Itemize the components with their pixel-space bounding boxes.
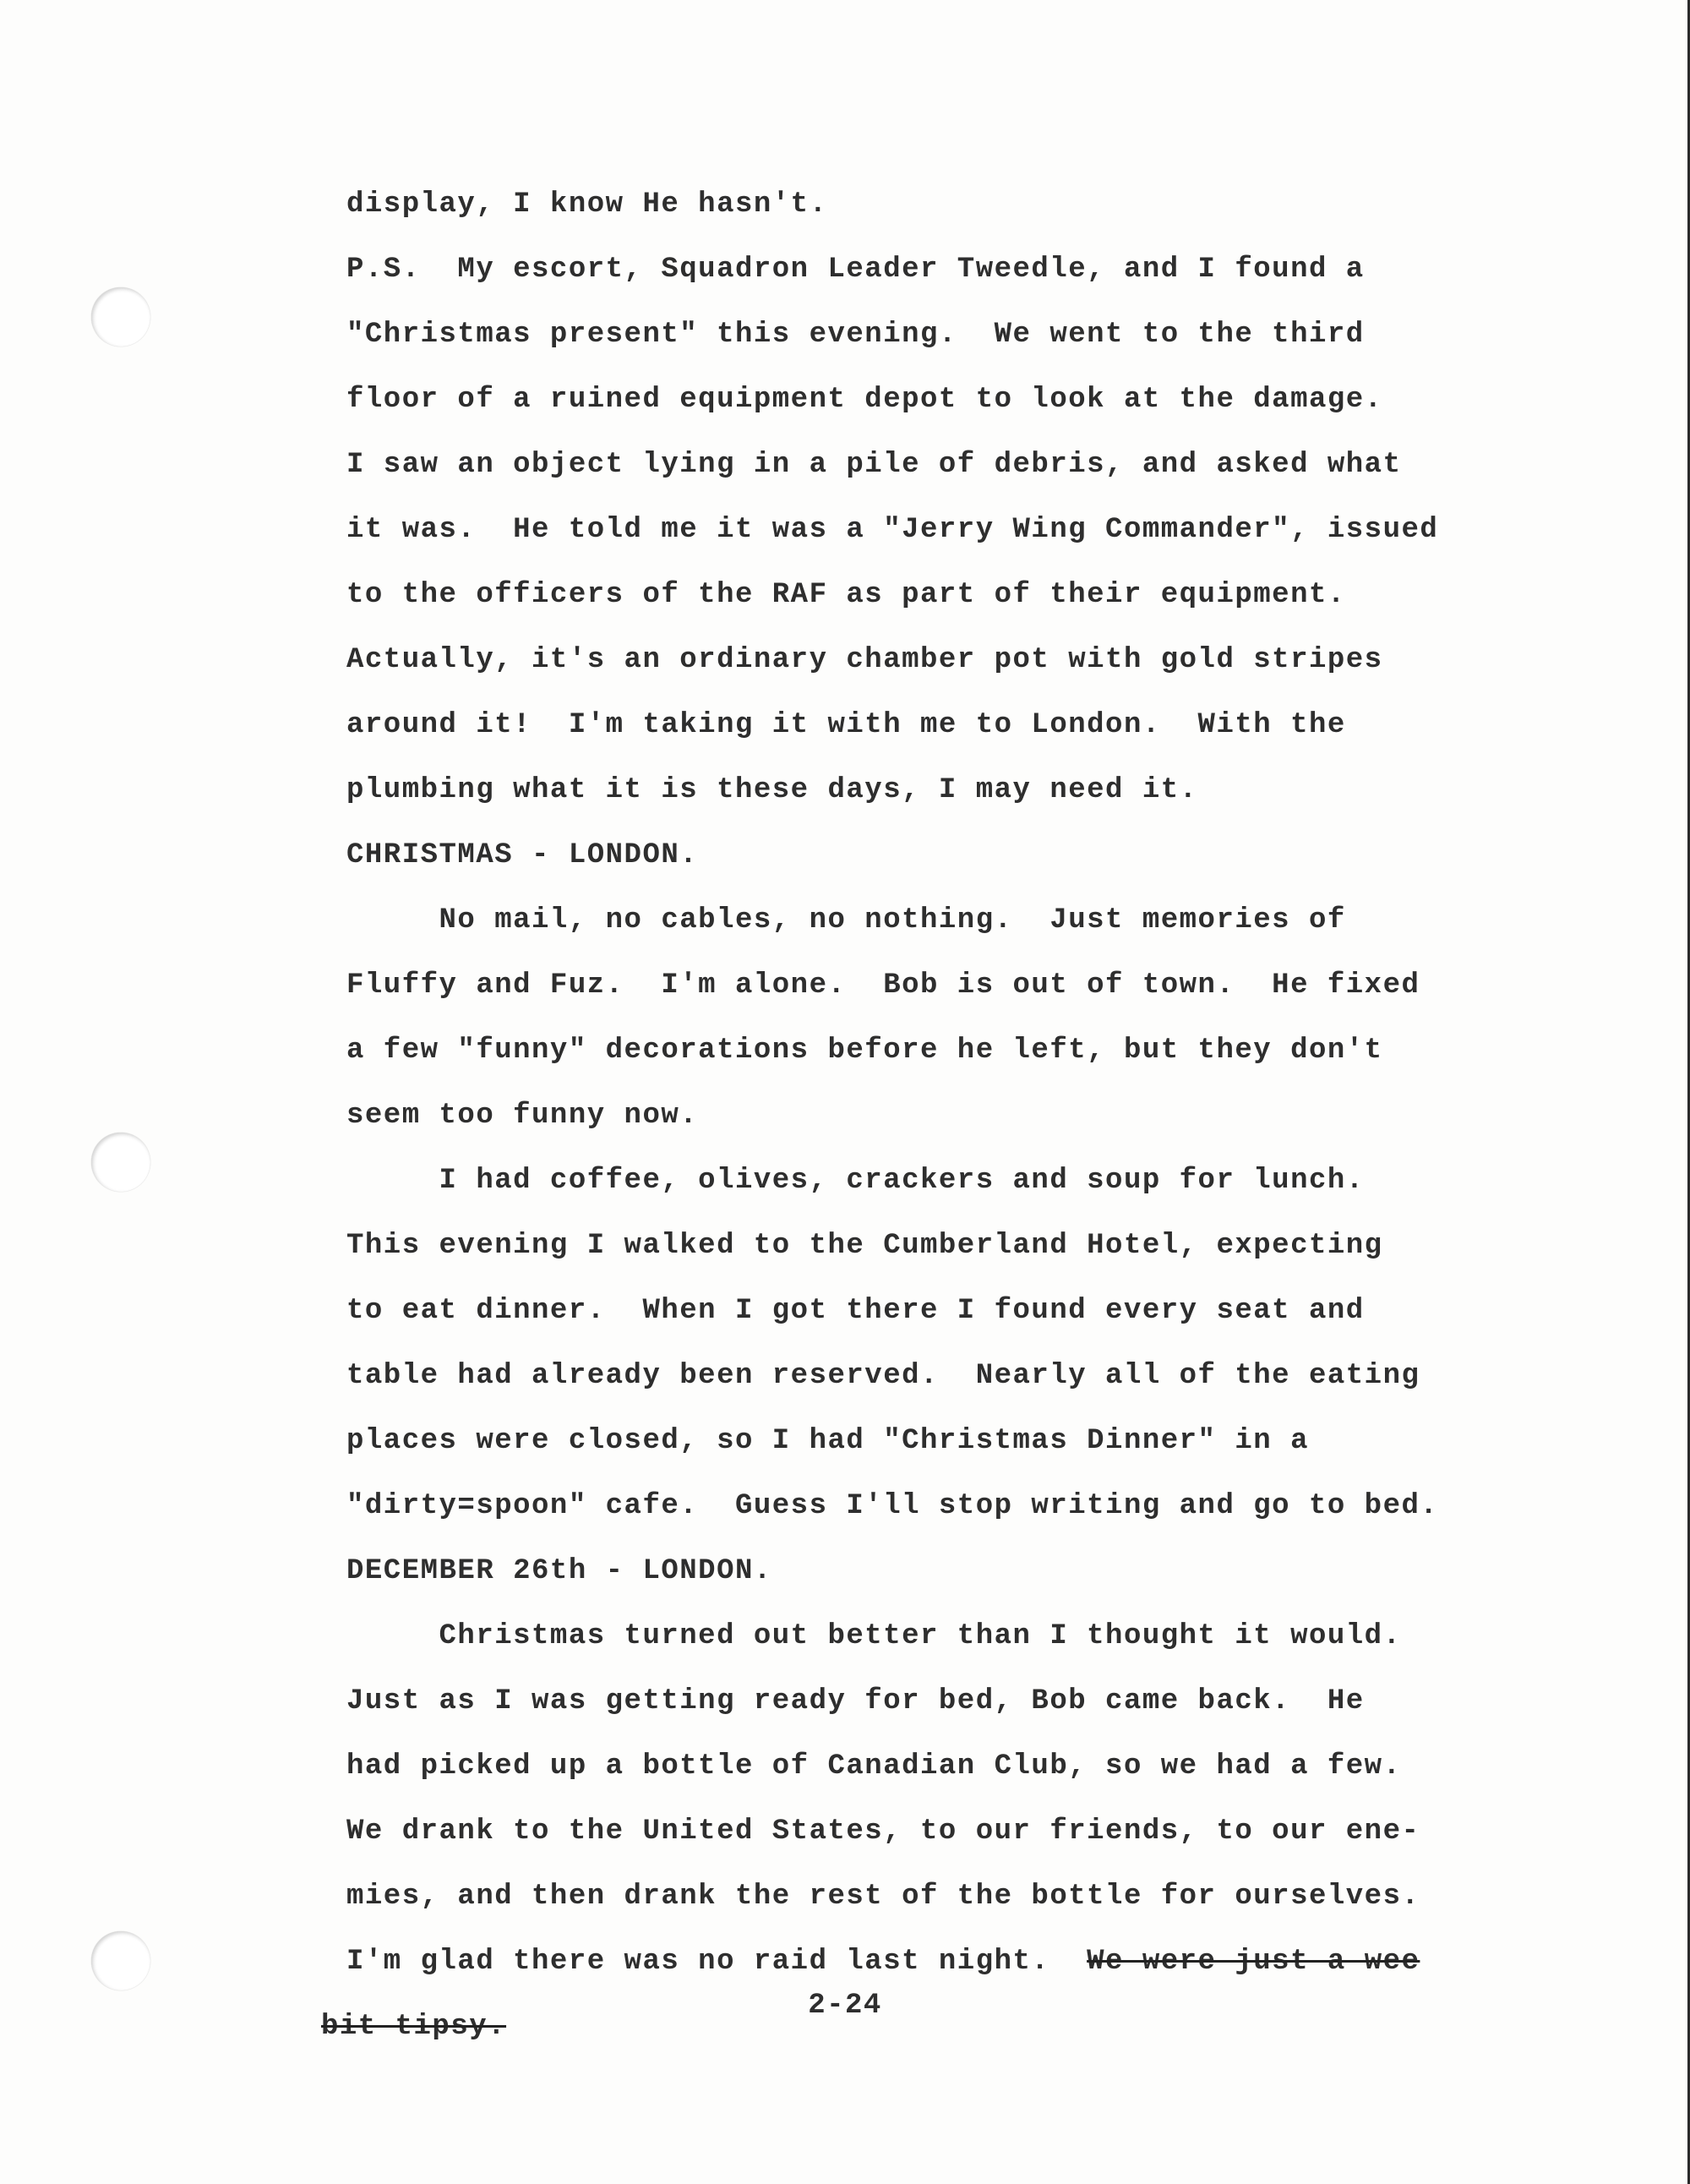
text-line: I had coffee, olives, crackers and soup for lunch. <box>346 1165 1365 1197</box>
text-line: I saw an object lying in a pile of debris, and asked what <box>346 449 1402 481</box>
text-line: table had already been reserved. Nearly all of the eating <box>346 1360 1420 1392</box>
text-line: it was. He told me it was a "Jerry Wing Commander", issued <box>346 514 1439 546</box>
text-line: places were closed, so I had "Christmas Dinner" in a <box>346 1425 1309 1457</box>
text-line: Fluffy and Fuz. I'm alone. Bob is out of town. He fixed <box>346 969 1420 1002</box>
text-line-with-strike <box>346 1930 1529 1995</box>
text-line: Actually, it's an ordinary chamber pot with gold stripes <box>346 644 1383 676</box>
text-line: had picked up a bottle of Canadian Club, so we had a few. <box>346 1750 1402 1783</box>
text-line: This evening I walked to the Cumberland Hotel, expecting <box>346 1230 1383 1262</box>
text-line: seem too funny now. <box>346 1100 699 1132</box>
text-line: around it! I'm taking it with me to London. With the <box>346 709 1346 741</box>
punch-hole-middle <box>91 1133 150 1192</box>
section-heading: DECEMBER 26th - LONDON. <box>346 1555 772 1587</box>
text-line: Christmas turned out better than I thought it would. <box>346 1620 1402 1652</box>
text-line: to the officers of the RAF as part of their equipment. <box>346 579 1346 611</box>
text-line-start: I'm glad there was no raid last night. <box>346 1946 1088 1978</box>
text-line: No mail, no cables, no nothing. Just memories of <box>346 904 1346 936</box>
struck-through-text: bit tipsy. <box>321 2011 507 2043</box>
text-line: "Christmas present" this evening. We went to the third <box>346 319 1365 351</box>
section-heading: CHRISTMAS - LONDON. <box>346 839 699 871</box>
text-line: floor of a ruined equipment depot to look at the damage. <box>346 384 1383 416</box>
page-number: 2-24 <box>808 1990 882 2022</box>
text-line: "dirty=spoon" cafe. Guess I'll stop writing and go to bed. <box>346 1490 1439 1522</box>
text-line: P.S. My escort, Squadron Leader Tweedle, and I found a <box>346 254 1365 286</box>
text-line: display, I know He hasn't. <box>346 188 828 221</box>
text-line: plumbing what it is these days, I may need it. <box>346 774 1198 806</box>
text-line: mies, and then drank the rest of the bottle for ourselves. <box>346 1881 1420 1913</box>
struck-through-text: We were just a wee <box>1087 1946 1420 1978</box>
typed-text-body <box>321 172 1529 2060</box>
punch-hole-top <box>91 287 150 347</box>
text-line: Just as I was getting ready for bed, Bob came back. He <box>346 1685 1365 1717</box>
text-line: We drank to the United States, to our friends, to our ene- <box>346 1815 1420 1848</box>
punch-hole-bottom <box>91 1931 150 1990</box>
text-line: to eat dinner. When I got there I found every seat and <box>346 1295 1365 1327</box>
text-line: a few "funny" decorations before he left, but they don't <box>346 1035 1383 1067</box>
